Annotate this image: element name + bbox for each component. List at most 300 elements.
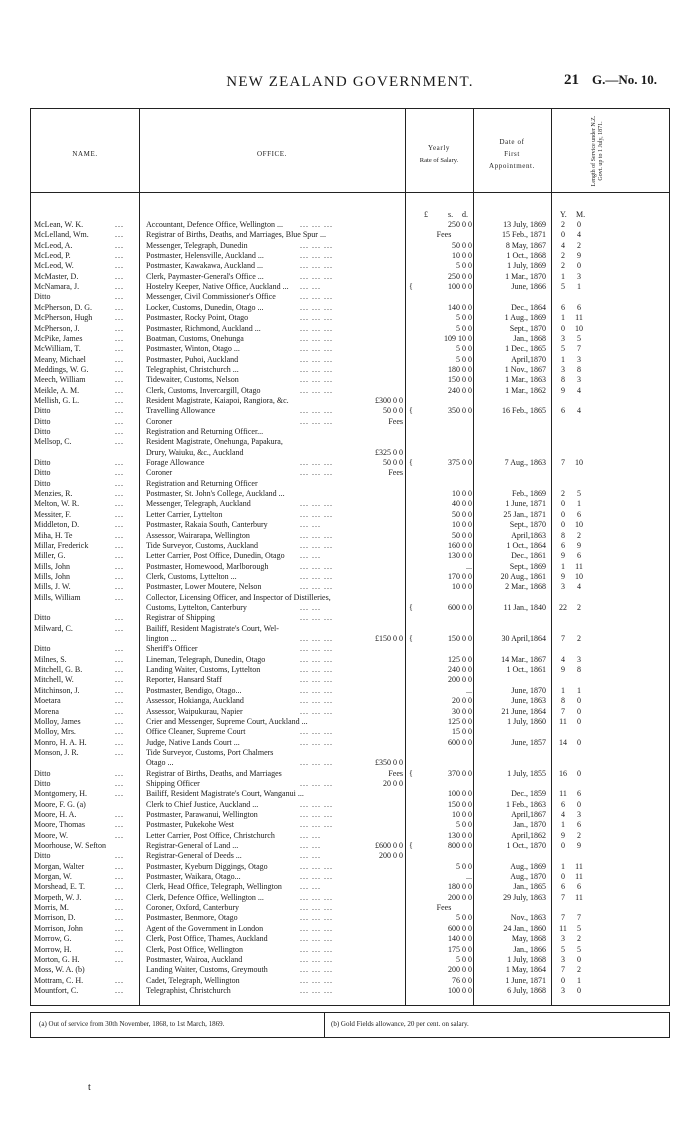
- months-cell: 6: [577, 551, 581, 561]
- months-cell: 11: [575, 861, 583, 871]
- office-cell: Coroner, Oxford, Canterbury: [146, 903, 239, 913]
- salary-cell: 5 0 0: [456, 313, 472, 323]
- years-cell: 14: [559, 737, 567, 747]
- leader-dots: ...: [115, 489, 124, 499]
- months-cell: 10: [575, 571, 583, 581]
- amount-cell: £600 0 0: [375, 841, 403, 850]
- office-cell: Drury, Waiuku, &c., Auckland: [146, 447, 244, 457]
- office-cell: Assessor, Hokianga, Auckland: [146, 696, 244, 706]
- months-cell: 4: [577, 406, 581, 416]
- date-cell: 1 Oct., 1864: [506, 540, 546, 550]
- salary-cell: 10 0 0: [452, 809, 472, 819]
- name-cell: Morena: [34, 706, 59, 716]
- office-cell: Postmaster, Helensville, Auckland ...: [146, 251, 264, 261]
- leader-dots: ...: [115, 540, 124, 550]
- years-cell: 4: [561, 809, 565, 819]
- office-cell: Sheriff's Officer: [146, 644, 198, 654]
- table-row: [0, 624, 700, 634]
- years-cell: 7: [561, 913, 565, 923]
- table-row: [0, 303, 700, 313]
- years-cell: 4: [561, 654, 565, 664]
- years-cell: 3: [561, 985, 565, 995]
- office-cell: Clerk, Post Office, Wellington: [146, 944, 244, 954]
- years-cell: 3: [561, 582, 565, 592]
- table-row: [0, 903, 700, 913]
- date-cell: 1 Mar., 1862: [505, 385, 546, 395]
- leader-dots: ...: [115, 292, 124, 302]
- name-cell: Ditto: [34, 778, 51, 788]
- leader-dots: ... ... ...: [300, 220, 333, 229]
- months-cell: 2: [577, 603, 581, 612]
- salary-cell: 200 0 0: [448, 965, 472, 975]
- table-row: [0, 572, 700, 582]
- leader-dots: ...: [115, 592, 124, 602]
- brace-mark: {: [409, 841, 413, 850]
- name-cell: McPherson, D. G.: [34, 302, 92, 312]
- months-cell: 3: [577, 354, 581, 364]
- months-cell: 5: [577, 923, 581, 933]
- leader-dots: ...: [115, 789, 124, 799]
- office-cell: Assessor, Waipukurau, Napier: [146, 706, 243, 716]
- salary-cell: 200 0 0: [448, 675, 472, 685]
- leader-dots: ... ...: [300, 830, 321, 840]
- table-row: [0, 344, 700, 354]
- months-cell: 0: [577, 220, 581, 229]
- months-cell: 11: [575, 561, 583, 571]
- page-number: 21: [564, 72, 579, 88]
- years-cell: 6: [561, 406, 565, 416]
- office-cell: Customs, Lyttelton, Canterbury: [146, 603, 247, 612]
- years-cell: 2: [561, 489, 565, 499]
- table-row: [0, 468, 700, 478]
- table-row: [0, 820, 700, 830]
- leader-dots: ... ... ...: [300, 809, 333, 819]
- salary-cell: 100 0 0: [448, 789, 472, 799]
- name-cell: Morris, M.: [34, 903, 69, 913]
- leader-dots: ... ... ...: [300, 582, 333, 592]
- years-cell: 6: [561, 302, 565, 312]
- table-row: [0, 675, 700, 685]
- name-cell: Moss, W. A. (b): [34, 965, 85, 975]
- name-cell: Morshead, E. T.: [34, 882, 86, 892]
- name-cell: Mills, John: [34, 561, 71, 571]
- years-cell: 6: [561, 540, 565, 550]
- name-cell: Moore, F. G. (a): [34, 799, 86, 809]
- leader-dots: ...: [115, 882, 124, 892]
- unit-shillings: s.: [448, 210, 454, 219]
- office-cell: Registrar of Births, Deaths, and Marriages, Blue Spur ...: [146, 230, 326, 240]
- date-cell: Aug., 1870: [510, 872, 546, 881]
- date-cell: 8 May, 1867: [505, 240, 546, 250]
- date-cell: 15 Feb., 1871: [502, 230, 546, 240]
- leader-dots: ... ... ...: [300, 872, 333, 881]
- leader-dots: ...: [115, 530, 124, 540]
- office-cell: Bailiff, Resident Magistrate's Court, Wanganui ...: [146, 789, 304, 799]
- name-cell: Morpeth, W. J.: [34, 892, 82, 902]
- amount-cell: Fees: [388, 468, 403, 478]
- office-cell: Reporter, Hansard Staff: [146, 675, 222, 685]
- leader-dots: ... ... ...: [300, 685, 333, 695]
- date-cell: Nov., 1863: [510, 913, 546, 923]
- date-cell: Jan., 1870: [513, 820, 546, 830]
- salary-cell: 375 0 0: [448, 458, 472, 467]
- name-cell: Monson, J. R.: [34, 747, 79, 757]
- leader-dots: ...: [115, 364, 124, 374]
- table-row: [0, 841, 700, 851]
- table-row: [0, 427, 700, 437]
- name-cell: Moore, W.: [34, 830, 68, 840]
- years-cell: 2: [561, 251, 565, 261]
- table-row: [0, 800, 700, 810]
- leader-dots: ... ... ...: [300, 706, 333, 716]
- leader-dots: ... ... ...: [300, 903, 333, 913]
- office-cell: Tide Surveyor, Customs, Auckland: [146, 540, 259, 550]
- name-cell: Ditto: [34, 851, 51, 861]
- table-row: [0, 272, 700, 282]
- leader-dots: ... ... ...: [300, 634, 333, 643]
- date-cell: 2 Mar., 1868: [505, 582, 546, 592]
- name-cell: Moore, H. A.: [34, 809, 77, 819]
- leader-dots: ... ... ...: [300, 613, 333, 623]
- name-cell: Messiter, F.: [34, 509, 72, 519]
- leader-dots: ... ... ...: [300, 913, 333, 923]
- leader-dots: ...: [115, 654, 124, 664]
- salary-cell: 125 0 0: [448, 654, 472, 664]
- office-cell: Registrar-General of Deeds ...: [146, 851, 242, 861]
- office-cell: Assessor, Wairarapa, Wellington: [146, 530, 250, 540]
- months-cell: 6: [577, 302, 581, 312]
- unit-years: Y.: [560, 210, 567, 219]
- name-cell: Ditto: [34, 478, 51, 488]
- date-cell: 1 Oct., 1870: [506, 841, 546, 850]
- table-row: [0, 334, 700, 344]
- salary-cell: 50 0 0: [452, 240, 472, 250]
- unit-pounds: £: [424, 210, 428, 219]
- leader-dots: ... ... ...: [300, 375, 333, 385]
- brace-mark: {: [409, 282, 413, 292]
- name-cell: Meikle, A. M.: [34, 385, 80, 395]
- date-cell: 1 Nov., 1867: [504, 364, 546, 374]
- salary-cell: 76 0 0: [452, 975, 472, 985]
- name-cell: Mills, John: [34, 571, 71, 581]
- years-cell: 3: [561, 934, 565, 944]
- years-cell: 16: [559, 768, 567, 778]
- leader-dots: ...: [115, 240, 124, 250]
- table-row: [0, 665, 700, 675]
- table-row: [0, 448, 700, 458]
- office-cell: Postmaster, Rocky Point, Otago: [146, 313, 249, 323]
- months-cell: 5: [577, 333, 581, 343]
- office-cell: Judge, Native Lands Court ...: [146, 737, 240, 747]
- leader-dots: ... ... ...: [300, 820, 333, 830]
- office-cell: Clerk to Chief Justice, Auckland ...: [146, 799, 259, 809]
- name-cell: Middleton, D.: [34, 520, 80, 530]
- salary-cell: 50 0 0: [452, 530, 472, 540]
- date-cell: April,1862: [511, 830, 546, 840]
- leader-dots: ... ... ...: [300, 654, 333, 664]
- date-cell: April,1867: [511, 809, 546, 819]
- years-cell: 7: [561, 706, 565, 716]
- office-cell: Hostelry Keeper, Native Office, Auckland ...: [146, 282, 289, 292]
- date-cell: Jan., 1868: [513, 333, 546, 343]
- page-title: NEW ZEALAND GOVERNMENT.: [226, 74, 474, 90]
- years-cell: 11: [559, 923, 567, 933]
- salary-cell: 200 0 0: [448, 892, 472, 902]
- date-cell: 20 Aug., 1861: [500, 571, 546, 581]
- table-row: [0, 831, 700, 841]
- name-cell: Mitchinson, J.: [34, 685, 80, 695]
- leader-dots: ... ... ...: [300, 416, 333, 426]
- leader-dots: ...: [115, 644, 124, 654]
- column-header-salary-1: Yearly: [428, 144, 450, 152]
- salary-cell: 175 0 0: [448, 944, 472, 954]
- years-cell: 5: [561, 282, 565, 292]
- name-cell: Ditto: [34, 468, 51, 478]
- leader-dots: ...: [115, 934, 124, 944]
- date-cell: 14 Mar., 1867: [501, 654, 546, 664]
- leader-dots: ...: [115, 282, 124, 292]
- name-cell: Montgomery, H.: [34, 789, 88, 799]
- salary-cell: 100 0 0: [448, 985, 472, 995]
- office-cell: Bailiff, Resident Magistrate's Court, Wel-: [146, 623, 279, 633]
- years-cell: 11: [559, 789, 567, 799]
- leader-dots: ... ... ...: [300, 892, 333, 902]
- date-cell: 1 Aug., 1869: [504, 313, 546, 323]
- amount-cell: 50 0 0: [383, 458, 403, 467]
- office-cell: Travelling Allowance: [146, 406, 216, 416]
- table-row: [0, 417, 700, 427]
- date-cell: 1 July, 1855: [507, 768, 546, 778]
- document-reference: G.—No. 10.: [592, 72, 657, 87]
- office-cell: Postmaster, Parawanui, Wellington: [146, 809, 258, 819]
- date-cell: Sept., 1870: [509, 323, 546, 333]
- months-cell: 6: [577, 820, 581, 830]
- leader-dots: ...: [115, 716, 124, 726]
- date-cell: 1 June, 1871: [505, 975, 546, 985]
- salary-cell: 5 0 0: [456, 261, 472, 271]
- date-cell: June, 1870: [511, 685, 546, 695]
- leader-dots: ... ... ...: [300, 737, 333, 747]
- leader-dots: ... ... ...: [300, 861, 333, 871]
- salary-cell: 15 0 0: [452, 727, 472, 737]
- amount-cell: 20 0 0: [383, 778, 403, 788]
- date-cell: Jan., 1865: [513, 882, 546, 892]
- years-cell: 1: [561, 861, 565, 871]
- office-cell: Coroner: [146, 416, 173, 426]
- leader-dots: ...: [115, 271, 124, 281]
- table-row: [0, 686, 700, 696]
- office-cell: Accountant, Defence Office, Wellington ...: [146, 220, 284, 229]
- years-cell: 8: [561, 696, 565, 706]
- leader-dots: ... ... ...: [300, 302, 333, 312]
- date-cell: 1 Oct., 1868: [506, 251, 546, 261]
- amount-cell: £325 0 0: [375, 447, 403, 457]
- leader-dots: ...: [115, 499, 124, 509]
- column-header-salary-2: Rate of Salary.: [419, 157, 459, 164]
- salary-cell: 130 0 0: [448, 551, 472, 561]
- salary-cell: 240 0 0: [448, 665, 472, 674]
- leader-dots: ...: [115, 778, 124, 788]
- leader-dots: ... ... ...: [300, 934, 333, 944]
- salary-cell: ...: [466, 561, 472, 571]
- leader-dots: ...: [115, 985, 124, 995]
- office-cell: Postmaster, Rakaia South, Canterbury: [146, 520, 268, 530]
- header-rule: [31, 192, 669, 193]
- leader-dots: ...: [115, 892, 124, 902]
- office-cell: Postmaster, Bendigo, Otago...: [146, 685, 242, 695]
- table-row: [0, 386, 700, 396]
- office-cell: Clerk, Defence Office, Wellington ...: [146, 892, 264, 902]
- name-cell: Moetara: [34, 696, 61, 706]
- name-cell: Miller, G.: [34, 551, 66, 561]
- leader-dots: ...: [115, 861, 124, 871]
- leader-dots: ...: [115, 903, 124, 913]
- date-cell: Feb., 1869: [512, 489, 546, 499]
- date-cell: 6 July, 1868: [507, 985, 546, 995]
- months-cell: 3: [577, 375, 581, 385]
- leader-dots: ...: [115, 830, 124, 840]
- name-cell: Morrison, John: [34, 923, 83, 933]
- date-cell: 24 Jan., 1860: [503, 923, 546, 933]
- salary-cell: 150 0 0: [448, 634, 472, 643]
- leader-dots: ...: [115, 944, 124, 954]
- leader-dots: ...: [115, 385, 124, 395]
- name-cell: Molloy, Mrs.: [34, 727, 76, 737]
- salary-cell: 30 0 0: [452, 706, 472, 716]
- date-cell: June, 1857: [511, 737, 546, 747]
- months-cell: 2: [577, 530, 581, 540]
- leader-dots: ...: [115, 851, 124, 861]
- amount-cell: £300 0 0: [375, 395, 403, 405]
- column-header-date-2: First: [504, 150, 520, 158]
- leader-dots: ...: [115, 333, 124, 343]
- years-cell: 0: [561, 841, 565, 850]
- salary-cell: 150 0 0: [448, 375, 472, 385]
- salary-cell: 600 0 0: [448, 923, 472, 933]
- months-cell: 4: [577, 385, 581, 395]
- years-cell: 0: [561, 509, 565, 519]
- leader-dots: ... ... ...: [300, 540, 333, 550]
- leader-dots: ... ... ...: [300, 354, 333, 364]
- leader-dots: ...: [115, 820, 124, 830]
- leader-dots: ... ... ...: [300, 509, 333, 519]
- office-cell: Postmaster, Kyeburn Diggings, Otago: [146, 861, 268, 871]
- name-cell: McLeod, W.: [34, 261, 74, 271]
- leader-dots: ...: [115, 509, 124, 519]
- name-cell: McLean, W. K.: [34, 220, 84, 229]
- months-cell: 2: [577, 965, 581, 975]
- years-cell: 2: [561, 261, 565, 271]
- leader-dots: ... ...: [300, 882, 321, 892]
- leader-dots: ...: [115, 251, 124, 261]
- years-cell: 1: [561, 685, 565, 695]
- leader-dots: ... ... ...: [300, 571, 333, 581]
- date-cell: 1 Oct., 1861: [506, 665, 546, 674]
- leader-dots: ...: [115, 706, 124, 716]
- leader-dots: ... ... ...: [300, 727, 333, 737]
- name-cell: Morrow, H.: [34, 944, 72, 954]
- leader-dots: ... ... ...: [300, 944, 333, 954]
- name-cell: Moorhouse, W. Sefton: [34, 841, 106, 850]
- table-row: [0, 220, 700, 230]
- table-row: [0, 261, 700, 271]
- salary-cell: 10 0 0: [452, 582, 472, 592]
- office-cell: Postmaster, Benmore, Otago: [146, 913, 238, 923]
- name-cell: McMaster, D.: [34, 271, 79, 281]
- table-row: [0, 582, 700, 592]
- leader-dots: ... ... ...: [300, 261, 333, 271]
- table-row: [0, 882, 700, 892]
- table-row: [0, 562, 700, 572]
- name-cell: Morton, G. H.: [34, 954, 80, 964]
- amount-cell: Fees: [388, 416, 403, 426]
- brace-mark: {: [409, 603, 413, 612]
- table-row: [0, 355, 700, 365]
- years-cell: 9: [561, 385, 565, 395]
- leader-dots: ... ...: [300, 603, 321, 612]
- leader-dots: ... ... ...: [300, 323, 333, 333]
- name-cell: Ditto: [34, 416, 51, 426]
- salary-cell: 150 0 0: [448, 799, 472, 809]
- years-cell: 11: [559, 716, 567, 726]
- office-cell: Postmaster, Kawakawa, Auckland ...: [146, 261, 263, 271]
- footnote-b: (b) Gold Fields allowance, 20 per cent. on salary.: [331, 1020, 469, 1028]
- brace-mark: {: [409, 768, 413, 778]
- table-row: [0, 955, 700, 965]
- column-header-length: Length of Service under N.Z. Govt. up to 1 July, 1871.: [591, 115, 604, 187]
- leader-dots: ...: [115, 913, 124, 923]
- salary-cell: 5 0 0: [456, 820, 472, 830]
- table-row: [0, 779, 700, 789]
- leader-dots: ...: [115, 427, 124, 436]
- table-row: [0, 758, 700, 768]
- office-cell: Registration and Returning Officer: [146, 478, 258, 488]
- table-row: [0, 707, 700, 717]
- salary-cell: 350 0 0: [448, 406, 472, 416]
- footnote-divider: [324, 1013, 325, 1037]
- name-cell: Milward, C.: [34, 623, 73, 633]
- table-row: [0, 531, 700, 541]
- salary-cell: ...: [466, 872, 472, 881]
- leader-dots: ... ... ...: [300, 675, 333, 685]
- name-cell: Mills, William: [34, 592, 81, 602]
- years-cell: 0: [561, 323, 565, 333]
- date-cell: 1 Dec., 1865: [505, 344, 546, 354]
- months-cell: 9: [577, 251, 581, 261]
- date-cell: 1 Mar., 1863: [505, 375, 546, 385]
- months-cell: 4: [577, 582, 581, 592]
- table-row: [0, 520, 700, 530]
- date-cell: Dec., 1859: [511, 789, 546, 799]
- name-cell: Morgan, Walter: [34, 861, 85, 871]
- office-cell: Tidewaiter, Customs, Nelson: [146, 375, 239, 385]
- months-cell: 9: [577, 841, 581, 850]
- leader-dots: ...: [115, 768, 124, 778]
- years-cell: 1: [561, 561, 565, 571]
- leader-dots: ... ... ...: [300, 644, 333, 654]
- name-cell: Miha, H. Te: [34, 530, 73, 540]
- table-row: [0, 655, 700, 665]
- salary-cell: 5 0 0: [456, 913, 472, 923]
- column-header-date-1: Date of: [499, 138, 525, 146]
- table-row: [0, 479, 700, 489]
- office-cell: Landing Waiter, Customs, Lyttelton: [146, 665, 261, 674]
- office-cell: Resident Magistrate, Kaiapoi, Rangiora, &c.: [146, 395, 289, 405]
- leader-dots: ...: [115, 747, 124, 757]
- years-cell: 8: [561, 375, 565, 385]
- name-cell: Meddings, W. G.: [34, 364, 89, 374]
- years-cell: 9: [561, 551, 565, 561]
